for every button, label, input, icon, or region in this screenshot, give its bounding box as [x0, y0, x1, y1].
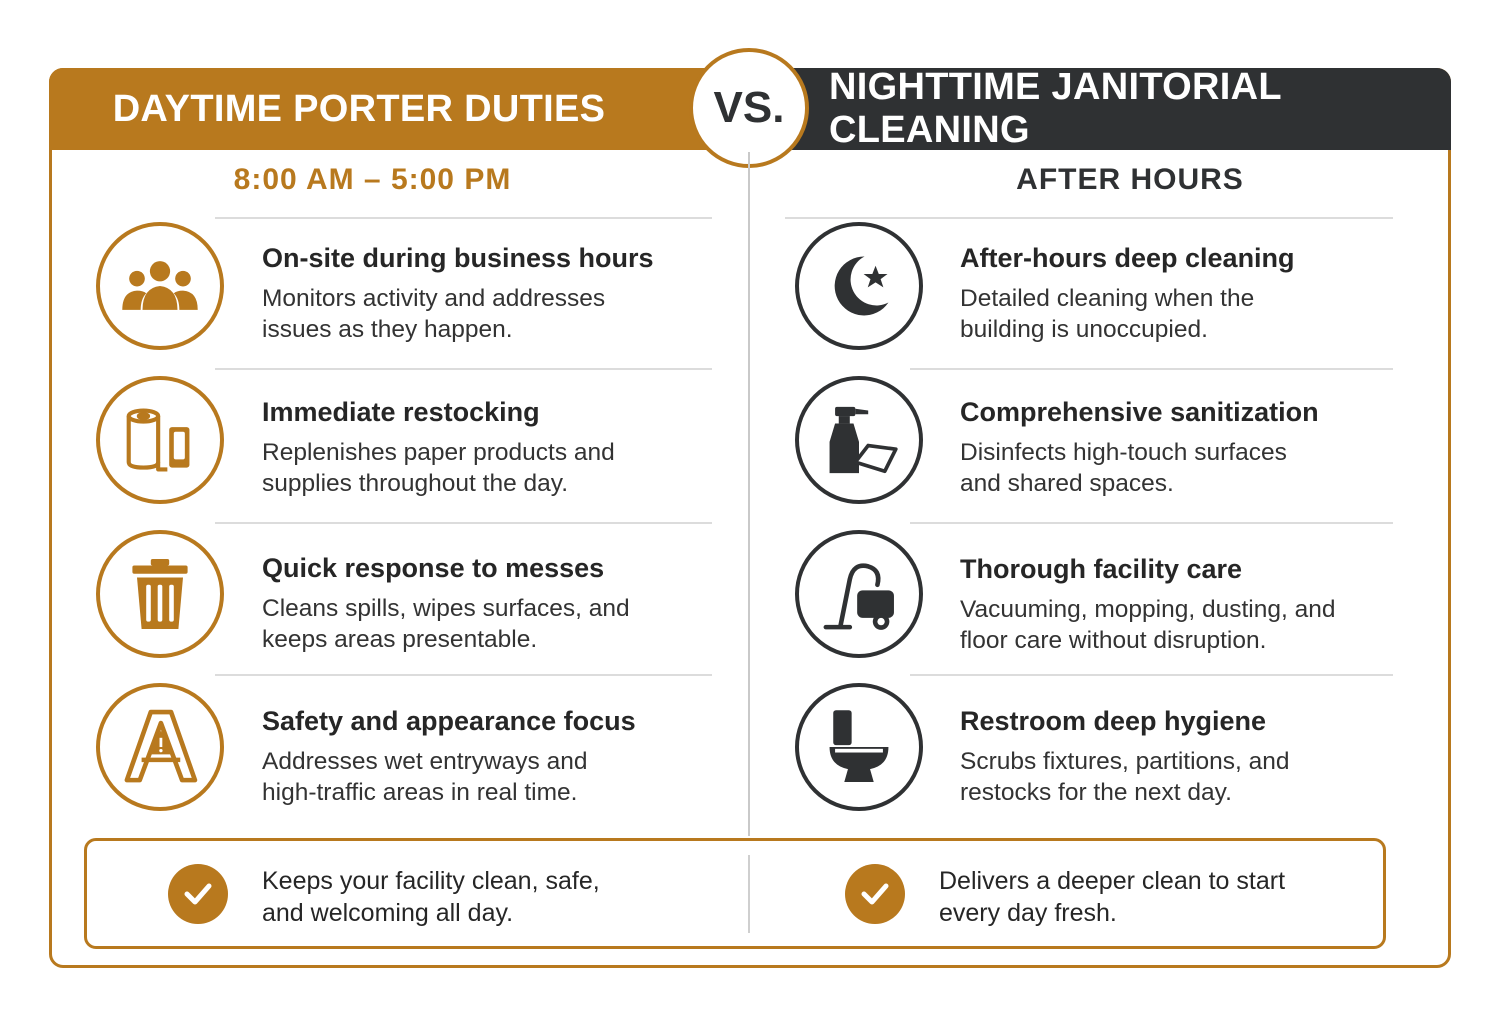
- daytime-summary: Keeps your facility clean, safe, and welcoming all day.: [262, 867, 600, 927]
- item-title: Safety and appearance focus: [262, 706, 636, 736]
- item-title: Restroom deep hygiene: [960, 706, 1267, 736]
- checkmark-icon: [168, 864, 228, 924]
- nighttime-item: [960, 242, 1380, 345]
- item-description: Detailed cleaning when the building is unoccupied.: [960, 285, 1255, 343]
- row-divider: [215, 674, 712, 676]
- item-title: Thorough facility care: [960, 554, 1243, 584]
- item-title: On-site during business hours: [262, 243, 654, 273]
- nighttime-hours: AFTER HOURS: [1016, 163, 1244, 196]
- nighttime-summary: Delivers a deeper clean to start every day fresh.: [939, 867, 1286, 927]
- toilet-icon: [795, 683, 923, 811]
- daytime-header: [49, 68, 749, 150]
- item-title: After-hours deep cleaning: [960, 243, 1295, 273]
- row-divider: [910, 368, 1393, 370]
- row-divider: [215, 368, 712, 370]
- nighttime-item: [960, 705, 1380, 808]
- trash-can-icon: [96, 530, 224, 658]
- item-description: Disinfects high-touch surfaces and shared spaces.: [960, 439, 1287, 497]
- paper-towel-roll-icon: [96, 376, 224, 504]
- row-divider: [215, 217, 712, 219]
- row-divider: [910, 522, 1393, 524]
- daytime-item: [262, 242, 682, 345]
- column-divider: [748, 152, 750, 836]
- nighttime-header-title: NIGHTTIME JANITORIAL CLEANING: [829, 66, 1282, 151]
- daytime-hours: 8:00 AM – 5:00 PM: [233, 163, 512, 196]
- vacuum-cleaner-icon: [795, 530, 923, 658]
- item-description: Scrubs fixtures, partitions, and restocks for the next day.: [960, 748, 1290, 806]
- people-group-icon: [96, 222, 224, 350]
- nighttime-item: [960, 396, 1380, 499]
- vs-label: VS.: [713, 83, 785, 132]
- daytime-item: [262, 396, 682, 499]
- daytime-header-title: DAYTIME PORTER DUTIES: [112, 87, 606, 130]
- vs-badge: [689, 48, 809, 168]
- row-divider: [785, 217, 1393, 219]
- item-title: Quick response to messes: [262, 553, 605, 583]
- row-divider: [910, 674, 1393, 676]
- checkmark-icon: [845, 864, 905, 924]
- item-description: Vacuuming, mopping, dusting, and floor care without disruption.: [960, 596, 1336, 654]
- daytime-item: [262, 705, 682, 808]
- nighttime-item: [960, 553, 1380, 656]
- item-description: Monitors activity and addresses issues as they happen.: [262, 285, 606, 343]
- item-description: Cleans spills, wipes surfaces, and keeps areas presentable.: [262, 595, 630, 653]
- spray-bottle-icon: [795, 376, 923, 504]
- comparison-card: [49, 68, 1451, 968]
- item-title: Immediate restocking: [262, 397, 540, 427]
- item-title: Comprehensive sanitization: [960, 397, 1319, 427]
- item-description: Addresses wet entryways and high-traffic areas in real time.: [262, 748, 588, 806]
- moon-star-icon: [795, 222, 923, 350]
- nighttime-header: [749, 68, 1451, 150]
- wet-floor-sign-icon: [96, 683, 224, 811]
- summary-divider: [748, 855, 750, 933]
- item-description: Replenishes paper products and supplies throughout the day.: [262, 439, 615, 497]
- row-divider: [215, 522, 712, 524]
- daytime-item: [262, 552, 682, 655]
